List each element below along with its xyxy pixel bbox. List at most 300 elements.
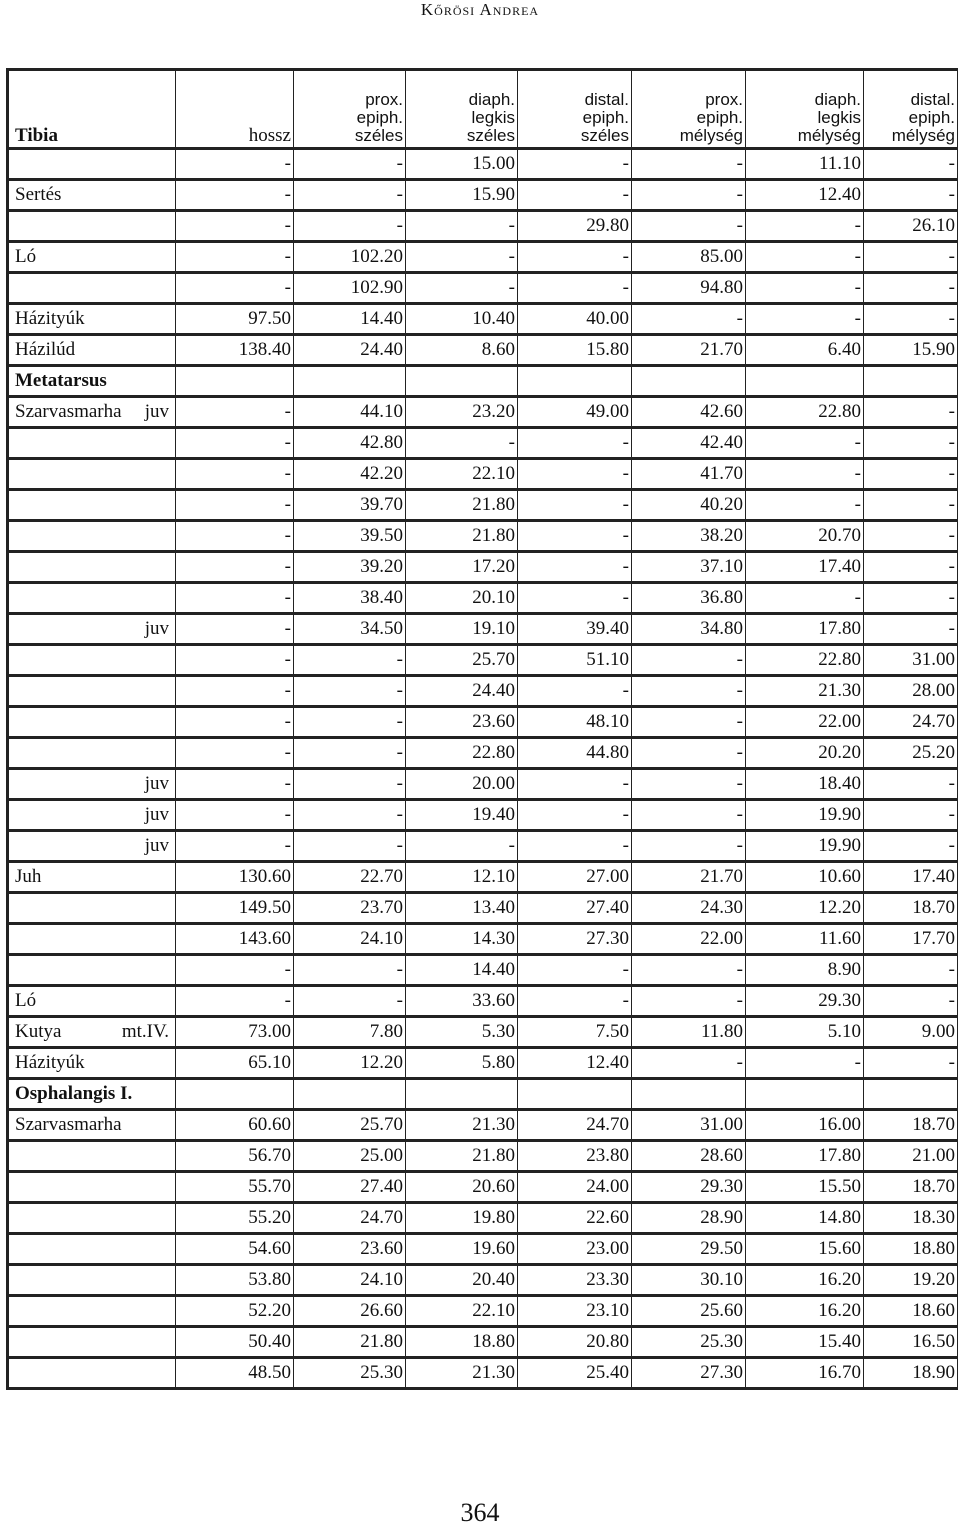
table-cell-hossz: 73.00 bbox=[176, 1017, 294, 1048]
table-cell-distal_epiph_szeles: - bbox=[518, 769, 632, 800]
table-row bbox=[8, 397, 958, 428]
table-cell-distal_epiph_szeles: - bbox=[518, 242, 632, 273]
table-cell-distal_epiph_szeles: 23.10 bbox=[518, 1296, 632, 1327]
table-cell-diaph_legkis_szeles bbox=[406, 366, 518, 397]
table-cell-diaph_legkis_szeles: 15.00 bbox=[406, 149, 518, 180]
table-cell-prox_epiph_szeles: 102.20 bbox=[294, 242, 406, 273]
table-cell-diaph_legkis_melyseg: - bbox=[746, 242, 864, 273]
column-header-line: epiph. bbox=[696, 108, 743, 127]
table-cell-diaph_legkis_melyseg: 17.40 bbox=[746, 552, 864, 583]
row-label bbox=[8, 1079, 176, 1110]
table-cell-diaph_legkis_melyseg: 20.20 bbox=[746, 738, 864, 769]
table-cell-diaph_legkis_szeles: 18.80 bbox=[406, 1327, 518, 1358]
table-cell-diaph_legkis_szeles: 23.20 bbox=[406, 397, 518, 428]
table-cell-diaph_legkis_szeles: 22.10 bbox=[406, 1296, 518, 1327]
table-cell-hossz: - bbox=[176, 614, 294, 645]
table-row bbox=[8, 893, 958, 924]
table-cell-prox_epiph_melyseg: 37.10 bbox=[632, 552, 746, 583]
table-cell-distal_epiph_szeles: 27.30 bbox=[518, 924, 632, 955]
table-cell-diaph_legkis_melyseg: 5.10 bbox=[746, 1017, 864, 1048]
table-cell-prox_epiph_szeles: - bbox=[294, 180, 406, 211]
column-header bbox=[294, 70, 406, 149]
table-cell-diaph_legkis_melyseg: - bbox=[746, 211, 864, 242]
table-cell-prox_epiph_melyseg: - bbox=[632, 800, 746, 831]
table-cell-diaph_legkis_szeles: 10.40 bbox=[406, 304, 518, 335]
row-label bbox=[8, 1234, 176, 1265]
table-cell-distal_epiph_szeles: 12.40 bbox=[518, 1048, 632, 1079]
table-row bbox=[8, 986, 958, 1017]
table-cell-hossz: - bbox=[176, 459, 294, 490]
table-cell-hossz: 50.40 bbox=[176, 1327, 294, 1358]
column-header: hossz bbox=[176, 70, 294, 149]
table-cell-diaph_legkis_szeles: 21.80 bbox=[406, 1141, 518, 1172]
table-cell-diaph_legkis_szeles: 22.80 bbox=[406, 738, 518, 769]
table-cell-diaph_legkis_melyseg: - bbox=[746, 583, 864, 614]
table-cell-distal_epiph_melyseg: 17.70 bbox=[864, 924, 958, 955]
species-name: Ló bbox=[15, 990, 37, 1011]
table-cell-diaph_legkis_szeles: 17.20 bbox=[406, 552, 518, 583]
table-cell-distal_epiph_szeles: - bbox=[518, 273, 632, 304]
table-row bbox=[8, 1048, 958, 1079]
table-row bbox=[8, 645, 958, 676]
table-cell-diaph_legkis_szeles: 19.80 bbox=[406, 1203, 518, 1234]
table-cell-prox_epiph_szeles: - bbox=[294, 645, 406, 676]
table-cell-hossz: 149.50 bbox=[176, 893, 294, 924]
table-cell-hossz: - bbox=[176, 831, 294, 862]
table-cell-diaph_legkis_melyseg: 12.40 bbox=[746, 180, 864, 211]
table-cell-prox_epiph_szeles: 39.20 bbox=[294, 552, 406, 583]
table-cell-prox_epiph_szeles: 23.60 bbox=[294, 1234, 406, 1265]
table-cell-prox_epiph_szeles: - bbox=[294, 986, 406, 1017]
table-cell-diaph_legkis_melyseg: 18.40 bbox=[746, 769, 864, 800]
table-cell-diaph_legkis_melyseg bbox=[746, 366, 864, 397]
row-label bbox=[8, 986, 176, 1017]
row-label bbox=[8, 242, 176, 273]
table-cell-diaph_legkis_melyseg: - bbox=[746, 490, 864, 521]
table-cell-prox_epiph_melyseg: 22.00 bbox=[632, 924, 746, 955]
table-cell-prox_epiph_szeles: - bbox=[294, 800, 406, 831]
table-cell-prox_epiph_szeles: 38.40 bbox=[294, 583, 406, 614]
table-cell-distal_epiph_melyseg: - bbox=[864, 242, 958, 273]
table-cell-prox_epiph_szeles: 39.50 bbox=[294, 521, 406, 552]
table-cell-diaph_legkis_melyseg: 19.90 bbox=[746, 831, 864, 862]
table-cell-diaph_legkis_melyseg: 22.80 bbox=[746, 645, 864, 676]
table-cell-prox_epiph_melyseg: - bbox=[632, 707, 746, 738]
table-cell-prox_epiph_szeles: 42.20 bbox=[294, 459, 406, 490]
table-row bbox=[8, 428, 958, 459]
table-row bbox=[8, 149, 958, 180]
row-label bbox=[8, 1141, 176, 1172]
table-cell-diaph_legkis_szeles: 5.30 bbox=[406, 1017, 518, 1048]
table-cell-prox_epiph_szeles: 27.40 bbox=[294, 1172, 406, 1203]
table-cell-prox_epiph_szeles: - bbox=[294, 831, 406, 862]
table-cell-diaph_legkis_szeles: 13.40 bbox=[406, 893, 518, 924]
table-cell-prox_epiph_melyseg: 36.80 bbox=[632, 583, 746, 614]
table-cell-hossz: - bbox=[176, 769, 294, 800]
table-cell-distal_epiph_melyseg: 21.00 bbox=[864, 1141, 958, 1172]
table-cell-diaph_legkis_szeles: - bbox=[406, 273, 518, 304]
table-cell-distal_epiph_szeles: - bbox=[518, 459, 632, 490]
table-cell-diaph_legkis_melyseg: 19.90 bbox=[746, 800, 864, 831]
table-cell-diaph_legkis_szeles: - bbox=[406, 211, 518, 242]
table-cell-distal_epiph_melyseg: 18.70 bbox=[864, 1172, 958, 1203]
row-label bbox=[8, 1048, 176, 1079]
table-cell-distal_epiph_szeles: 29.80 bbox=[518, 211, 632, 242]
table-cell-diaph_legkis_szeles: 8.60 bbox=[406, 335, 518, 366]
column-header-line: mélység bbox=[891, 126, 955, 145]
table-cell-distal_epiph_szeles: 24.70 bbox=[518, 1110, 632, 1141]
table-cell-distal_epiph_szeles: 22.60 bbox=[518, 1203, 632, 1234]
table-cell-distal_epiph_szeles: - bbox=[518, 676, 632, 707]
table-cell-diaph_legkis_melyseg: 16.00 bbox=[746, 1110, 864, 1141]
table-cell-hossz: - bbox=[176, 552, 294, 583]
table-cell-prox_epiph_melyseg: 85.00 bbox=[632, 242, 746, 273]
species-name: Házityúk bbox=[15, 1052, 85, 1073]
table-cell-prox_epiph_melyseg bbox=[632, 366, 746, 397]
table-cell-diaph_legkis_szeles: 19.60 bbox=[406, 1234, 518, 1265]
specimen-note: juv bbox=[144, 618, 169, 639]
table-cell-distal_epiph_melyseg: 28.00 bbox=[864, 676, 958, 707]
table-cell-distal_epiph_melyseg: - bbox=[864, 769, 958, 800]
table-cell-prox_epiph_szeles bbox=[294, 1079, 406, 1110]
table-cell-distal_epiph_melyseg: - bbox=[864, 397, 958, 428]
column-header-line: epiph. bbox=[356, 108, 403, 127]
table-cell-prox_epiph_szeles: 42.80 bbox=[294, 428, 406, 459]
table-cell-diaph_legkis_melyseg: 10.60 bbox=[746, 862, 864, 893]
table-cell-distal_epiph_szeles: - bbox=[518, 583, 632, 614]
table-cell-prox_epiph_melyseg: 27.30 bbox=[632, 1358, 746, 1389]
row-label bbox=[8, 397, 176, 428]
table-cell-prox_epiph_melyseg: 25.60 bbox=[632, 1296, 746, 1327]
table-row bbox=[8, 955, 958, 986]
column-header-line: mélység bbox=[797, 126, 861, 145]
table-cell-distal_epiph_melyseg: - bbox=[864, 614, 958, 645]
column-header-line: legkis bbox=[471, 108, 515, 127]
table-cell-hossz: - bbox=[176, 273, 294, 304]
table-cell-diaph_legkis_melyseg: 22.00 bbox=[746, 707, 864, 738]
table-cell-distal_epiph_szeles bbox=[518, 366, 632, 397]
table-cell-diaph_legkis_szeles: 21.80 bbox=[406, 490, 518, 521]
table-cell-hossz: 56.70 bbox=[176, 1141, 294, 1172]
table-cell-prox_epiph_szeles: - bbox=[294, 149, 406, 180]
table-row bbox=[8, 1327, 958, 1358]
table-cell-distal_epiph_melyseg: 25.20 bbox=[864, 738, 958, 769]
page-number: 364 bbox=[460, 1498, 500, 1527]
row-label bbox=[8, 180, 176, 211]
table-cell-distal_epiph_melyseg: - bbox=[864, 459, 958, 490]
specimen-note: juv bbox=[144, 835, 169, 856]
table-cell-prox_epiph_szeles: 25.30 bbox=[294, 1358, 406, 1389]
table-cell-prox_epiph_szeles bbox=[294, 366, 406, 397]
table-cell-distal_epiph_melyseg: 18.30 bbox=[864, 1203, 958, 1234]
column-header-line: epiph. bbox=[908, 108, 955, 127]
table-cell-diaph_legkis_melyseg: - bbox=[746, 459, 864, 490]
table-header-row bbox=[8, 70, 958, 149]
table-cell-diaph_legkis_szeles: 20.60 bbox=[406, 1172, 518, 1203]
species-name: Házilúd bbox=[15, 339, 76, 360]
table-cell-prox_epiph_szeles: - bbox=[294, 707, 406, 738]
table-cell-diaph_legkis_szeles: 21.30 bbox=[406, 1358, 518, 1389]
table-cell-prox_epiph_szeles: 34.50 bbox=[294, 614, 406, 645]
table-cell-prox_epiph_melyseg: - bbox=[632, 304, 746, 335]
row-label bbox=[8, 366, 176, 397]
table-cell-distal_epiph_szeles bbox=[518, 1079, 632, 1110]
table-cell-prox_epiph_szeles: - bbox=[294, 955, 406, 986]
table-cell-distal_epiph_melyseg: - bbox=[864, 986, 958, 1017]
table-cell-diaph_legkis_melyseg: - bbox=[746, 304, 864, 335]
table-cell-distal_epiph_melyseg: 18.60 bbox=[864, 1296, 958, 1327]
table-row bbox=[8, 304, 958, 335]
table-cell-distal_epiph_melyseg: 18.70 bbox=[864, 893, 958, 924]
row-label bbox=[8, 1265, 176, 1296]
section-row bbox=[8, 1079, 958, 1110]
row-label bbox=[8, 738, 176, 769]
column-header-line: széles bbox=[354, 126, 403, 145]
species-name: Kutya bbox=[15, 1021, 62, 1042]
table-cell-distal_epiph_szeles: - bbox=[518, 552, 632, 583]
table-cell-distal_epiph_melyseg: - bbox=[864, 831, 958, 862]
table-row bbox=[8, 335, 958, 366]
table-cell-prox_epiph_melyseg: - bbox=[632, 1048, 746, 1079]
table-cell-prox_epiph_melyseg: 42.40 bbox=[632, 428, 746, 459]
table-cell-distal_epiph_melyseg: - bbox=[864, 955, 958, 986]
row-label bbox=[8, 645, 176, 676]
table-cell-distal_epiph_szeles: 7.50 bbox=[518, 1017, 632, 1048]
row-label bbox=[8, 521, 176, 552]
table-cell-prox_epiph_szeles: 102.90 bbox=[294, 273, 406, 304]
column-header-line: prox. bbox=[365, 90, 403, 109]
table-row bbox=[8, 490, 958, 521]
row-label bbox=[8, 1203, 176, 1234]
table-cell-prox_epiph_melyseg: 21.70 bbox=[632, 862, 746, 893]
row-label bbox=[8, 149, 176, 180]
column-header-line: diaph. bbox=[814, 90, 861, 109]
table-cell-prox_epiph_melyseg: 29.50 bbox=[632, 1234, 746, 1265]
table-cell-prox_epiph_melyseg: 42.60 bbox=[632, 397, 746, 428]
column-header-line: distal. bbox=[584, 90, 629, 109]
table-cell-prox_epiph_szeles: 24.70 bbox=[294, 1203, 406, 1234]
table-cell-distal_epiph_szeles: - bbox=[518, 180, 632, 211]
species-name: Házityúk bbox=[15, 308, 85, 329]
table-cell-diaph_legkis_melyseg: 16.20 bbox=[746, 1296, 864, 1327]
running-head: Kőrösi Andrea bbox=[420, 0, 540, 19]
table-cell-prox_epiph_melyseg: 28.90 bbox=[632, 1203, 746, 1234]
table-cell-distal_epiph_melyseg: - bbox=[864, 428, 958, 459]
table-cell-diaph_legkis_melyseg: 11.60 bbox=[746, 924, 864, 955]
table-cell-hossz: - bbox=[176, 211, 294, 242]
table-cell-diaph_legkis_szeles: 5.80 bbox=[406, 1048, 518, 1079]
table-cell-hossz bbox=[176, 366, 294, 397]
table-cell-prox_epiph_szeles: - bbox=[294, 769, 406, 800]
table-cell-prox_epiph_melyseg: 34.80 bbox=[632, 614, 746, 645]
specimen-note: mt.IV. bbox=[121, 1021, 169, 1042]
table-cell-diaph_legkis_szeles: - bbox=[406, 831, 518, 862]
table-cell-diaph_legkis_melyseg: - bbox=[746, 428, 864, 459]
table-cell-hossz: - bbox=[176, 738, 294, 769]
table-cell-hossz: - bbox=[176, 583, 294, 614]
table-cell-prox_epiph_melyseg: 11.80 bbox=[632, 1017, 746, 1048]
table-cell-prox_epiph_melyseg: - bbox=[632, 211, 746, 242]
table-cell-diaph_legkis_melyseg: 11.10 bbox=[746, 149, 864, 180]
row-label bbox=[8, 676, 176, 707]
table-cell-prox_epiph_szeles: 25.70 bbox=[294, 1110, 406, 1141]
table-cell-diaph_legkis_szeles: 19.10 bbox=[406, 614, 518, 645]
table-cell-hossz bbox=[176, 1079, 294, 1110]
table-cell-prox_epiph_szeles: 25.00 bbox=[294, 1141, 406, 1172]
table-cell-distal_epiph_szeles: - bbox=[518, 986, 632, 1017]
table-cell-prox_epiph_szeles: 24.40 bbox=[294, 335, 406, 366]
row-label bbox=[8, 614, 176, 645]
table-cell-diaph_legkis_melyseg: 14.80 bbox=[746, 1203, 864, 1234]
table-cell-prox_epiph_melyseg: 28.60 bbox=[632, 1141, 746, 1172]
table-cell-prox_epiph_melyseg: 25.30 bbox=[632, 1327, 746, 1358]
species-name: Juh bbox=[15, 866, 42, 887]
table-cell-diaph_legkis_szeles: 19.40 bbox=[406, 800, 518, 831]
table-cell-distal_epiph_melyseg: - bbox=[864, 304, 958, 335]
species-name: Sertés bbox=[15, 184, 62, 205]
table-cell-diaph_legkis_szeles: 12.10 bbox=[406, 862, 518, 893]
table-cell-distal_epiph_szeles: - bbox=[518, 521, 632, 552]
table-cell-diaph_legkis_melyseg: 15.40 bbox=[746, 1327, 864, 1358]
table-cell-distal_epiph_melyseg: 24.70 bbox=[864, 707, 958, 738]
table-cell-diaph_legkis_melyseg: 17.80 bbox=[746, 614, 864, 645]
column-header bbox=[406, 70, 518, 149]
table-cell-distal_epiph_szeles: - bbox=[518, 831, 632, 862]
table-cell-diaph_legkis_melyseg: 16.70 bbox=[746, 1358, 864, 1389]
table-cell-distal_epiph_melyseg: 16.50 bbox=[864, 1327, 958, 1358]
table-cell-diaph_legkis_melyseg: 29.30 bbox=[746, 986, 864, 1017]
table-cell-hossz: - bbox=[176, 986, 294, 1017]
table-row bbox=[8, 800, 958, 831]
row-label bbox=[8, 707, 176, 738]
column-header-line: mélység bbox=[679, 126, 743, 145]
table-row bbox=[8, 1358, 958, 1389]
table-cell-distal_epiph_szeles: - bbox=[518, 490, 632, 521]
column-header-line: epiph. bbox=[582, 108, 629, 127]
table-cell-prox_epiph_melyseg: - bbox=[632, 676, 746, 707]
column-header-line: prox. bbox=[705, 90, 743, 109]
table-cell-hossz: 143.60 bbox=[176, 924, 294, 955]
table-cell-prox_epiph_szeles: 12.20 bbox=[294, 1048, 406, 1079]
table-cell-distal_epiph_melyseg: - bbox=[864, 583, 958, 614]
table-cell-hossz: - bbox=[176, 428, 294, 459]
row-label bbox=[8, 459, 176, 490]
table-cell-diaph_legkis_melyseg: 12.20 bbox=[746, 893, 864, 924]
row-label bbox=[8, 1017, 176, 1048]
table-cell-prox_epiph_melyseg: - bbox=[632, 180, 746, 211]
table-row bbox=[8, 924, 958, 955]
row-label bbox=[8, 800, 176, 831]
table-row bbox=[8, 1296, 958, 1327]
table-cell-prox_epiph_szeles: 22.70 bbox=[294, 862, 406, 893]
table-cell-diaph_legkis_melyseg: 15.60 bbox=[746, 1234, 864, 1265]
row-label bbox=[8, 1327, 176, 1358]
table-cell-hossz: - bbox=[176, 955, 294, 986]
row-label bbox=[8, 428, 176, 459]
table-cell-prox_epiph_szeles: 21.80 bbox=[294, 1327, 406, 1358]
species-name: Szarvasmarha bbox=[15, 1114, 122, 1135]
table-cell-hossz: - bbox=[176, 490, 294, 521]
row-label bbox=[8, 304, 176, 335]
table-cell-distal_epiph_szeles: 23.30 bbox=[518, 1265, 632, 1296]
column-header-line: széles bbox=[580, 126, 629, 145]
species-name: Szarvasmarha bbox=[15, 401, 122, 422]
table-cell-hossz: - bbox=[176, 521, 294, 552]
row-label bbox=[8, 1296, 176, 1327]
table-row bbox=[8, 1203, 958, 1234]
table-cell-hossz: 97.50 bbox=[176, 304, 294, 335]
table-cell-prox_epiph_melyseg: - bbox=[632, 645, 746, 676]
table-cell-distal_epiph_szeles: 27.40 bbox=[518, 893, 632, 924]
table-cell-distal_epiph_szeles: - bbox=[518, 428, 632, 459]
table-cell-prox_epiph_melyseg bbox=[632, 1079, 746, 1110]
table-cell-distal_epiph_melyseg: 26.10 bbox=[864, 211, 958, 242]
table-cell-hossz: 54.60 bbox=[176, 1234, 294, 1265]
table-cell-diaph_legkis_szeles: 15.90 bbox=[406, 180, 518, 211]
table-cell-distal_epiph_szeles: 39.40 bbox=[518, 614, 632, 645]
table-row bbox=[8, 1265, 958, 1296]
table-cell-diaph_legkis_melyseg: 15.50 bbox=[746, 1172, 864, 1203]
table-row bbox=[8, 1172, 958, 1203]
section-row bbox=[8, 366, 958, 397]
table-row bbox=[8, 552, 958, 583]
table-cell-distal_epiph_melyseg: 17.40 bbox=[864, 862, 958, 893]
table-cell-diaph_legkis_szeles bbox=[406, 1079, 518, 1110]
table-cell-hossz: 52.20 bbox=[176, 1296, 294, 1327]
table-cell-distal_epiph_melyseg: 19.20 bbox=[864, 1265, 958, 1296]
table-row bbox=[8, 180, 958, 211]
table-cell-hossz: 130.60 bbox=[176, 862, 294, 893]
column-header-line: legkis bbox=[817, 108, 861, 127]
table-row bbox=[8, 831, 958, 862]
table-cell-diaph_legkis_melyseg: 20.70 bbox=[746, 521, 864, 552]
specimen-note: juv bbox=[144, 401, 169, 422]
table-cell-distal_epiph_melyseg: - bbox=[864, 1048, 958, 1079]
table-cell-diaph_legkis_melyseg: 21.30 bbox=[746, 676, 864, 707]
table-label-header: Tibia bbox=[8, 70, 176, 149]
table-cell-distal_epiph_melyseg: 18.90 bbox=[864, 1358, 958, 1389]
table-cell-diaph_legkis_melyseg bbox=[746, 1079, 864, 1110]
table-cell-diaph_legkis_szeles: 23.60 bbox=[406, 707, 518, 738]
table-cell-distal_epiph_szeles: 24.00 bbox=[518, 1172, 632, 1203]
table-cell-prox_epiph_melyseg: - bbox=[632, 955, 746, 986]
table-cell-distal_epiph_melyseg: - bbox=[864, 800, 958, 831]
table-cell-prox_epiph_melyseg: - bbox=[632, 831, 746, 862]
table-cell-diaph_legkis_szeles: 24.40 bbox=[406, 676, 518, 707]
table-cell-diaph_legkis_szeles: 25.70 bbox=[406, 645, 518, 676]
table-cell-distal_epiph_szeles: - bbox=[518, 149, 632, 180]
table-cell-diaph_legkis_szeles: 20.10 bbox=[406, 583, 518, 614]
table-row bbox=[8, 862, 958, 893]
table-cell-distal_epiph_szeles: 23.00 bbox=[518, 1234, 632, 1265]
row-label bbox=[8, 273, 176, 304]
table-cell-hossz: - bbox=[176, 149, 294, 180]
table-cell-diaph_legkis_melyseg: - bbox=[746, 273, 864, 304]
species-name: Ló bbox=[15, 246, 37, 267]
table-cell-distal_epiph_melyseg bbox=[864, 366, 958, 397]
table-cell-distal_epiph_melyseg: 31.00 bbox=[864, 645, 958, 676]
row-label bbox=[8, 335, 176, 366]
table-cell-prox_epiph_melyseg: - bbox=[632, 986, 746, 1017]
table-cell-hossz: 55.70 bbox=[176, 1172, 294, 1203]
table-cell-hossz: 55.20 bbox=[176, 1203, 294, 1234]
table-cell-distal_epiph_szeles: 48.10 bbox=[518, 707, 632, 738]
table-cell-distal_epiph_melyseg: 18.70 bbox=[864, 1110, 958, 1141]
table-cell-diaph_legkis_szeles: 14.30 bbox=[406, 924, 518, 955]
table-cell-prox_epiph_melyseg: 31.00 bbox=[632, 1110, 746, 1141]
table-cell-diaph_legkis_szeles: - bbox=[406, 428, 518, 459]
table-cell-diaph_legkis_melyseg: 22.80 bbox=[746, 397, 864, 428]
